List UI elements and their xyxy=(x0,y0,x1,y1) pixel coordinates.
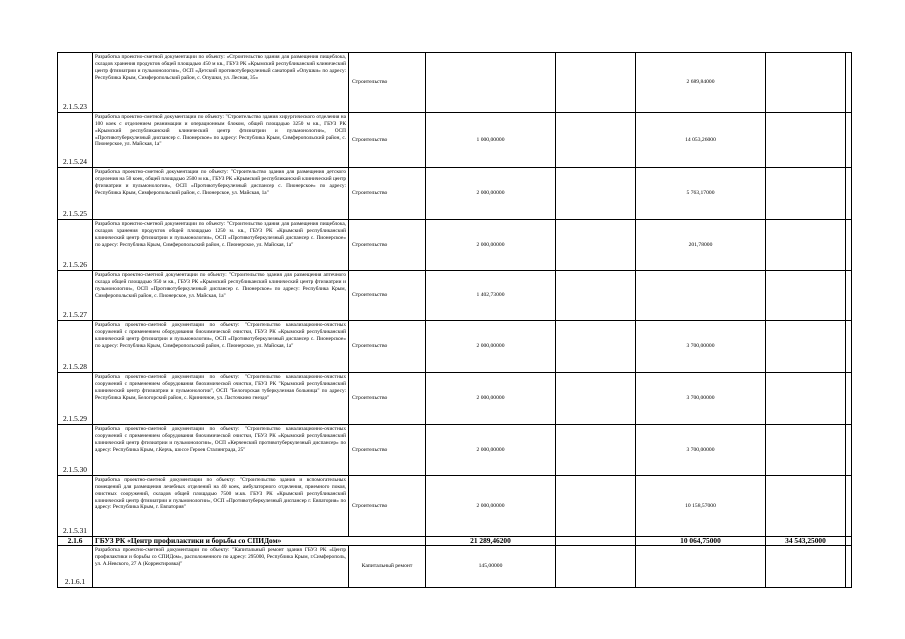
row-work-type: Строительство xyxy=(349,53,426,113)
row-code: 2.1.5.25 xyxy=(58,168,93,220)
row-code: 2.1.5.26 xyxy=(58,220,93,271)
row-work-type: Строительство xyxy=(349,476,426,537)
budget-table xyxy=(57,52,852,588)
table-row xyxy=(58,53,852,113)
row-value-3: 5 763,17000 xyxy=(636,168,766,220)
row-description: Разработка проектно-сметной документации по объекту: "Строительство здания хирургического отделения на 100 коек с отделением реанимации и операционным блоком, общей площадью 3250 м кв., ГБУЗ РК «Крымский республиканский клинический центр фтизиатрии и пульмонологии», ОСП «Противотуберкулезный диспансер с. Пионерское» по адресу: Республика Крым, Симферопольский район, с. Пионерское, ул. Майская, 1а" xyxy=(93,113,349,168)
row-value-1: 2 000,00000 xyxy=(426,425,556,476)
row-code: 2.1.5.29 xyxy=(58,373,93,425)
row-value-5 xyxy=(846,113,852,168)
section-value-3: 10 064,75000 xyxy=(636,537,766,546)
row-code: 2.1.6.1 xyxy=(58,546,93,588)
row-value-4 xyxy=(766,168,846,220)
row-value-4 xyxy=(766,321,846,373)
row-value-1: 1 402,73000 xyxy=(426,271,556,321)
row-value-3 xyxy=(636,271,766,321)
row-code: 2.1.5.24 xyxy=(58,113,93,168)
row-description: Разработка проектно-сметной документации по объекту: «Строительство здания для размещения пищеблока, складов хранения продуктов общей площадью 450 м кв., ГБУЗ РК «Крымский республиканский клинический центр фтизиатрии и пульмонологии», ОСП «Детский противотуберкулезный санаторий «Опушки» по адресу: Республика Крым, Симферопольский район, с. Опушки, ул. Лесная, 35» xyxy=(93,53,349,113)
row-value-3: 3 700,00000 xyxy=(636,373,766,425)
section-code: 2.1.6 xyxy=(58,537,93,546)
row-value-2 xyxy=(556,271,636,321)
table-row xyxy=(58,546,852,588)
row-work-type: Строительство xyxy=(349,425,426,476)
table-row xyxy=(58,373,852,425)
row-description: Разработка проектно-сметной документации по объекту: "Строительство канализационно-очистных сооружений с применением оборудования биохимической очистки, ГБУЗ РК "Крымский республиканский клинический центр фтизиатрии и пульмонологии", ОСП "Белогорская туберкулезная больница" по адресу: Республика Крым, Белогорский район, с. Криничное, ул. Ласточкино гнездо" xyxy=(93,373,349,425)
row-code: 2.1.5.23 xyxy=(58,53,93,113)
row-value-4 xyxy=(766,53,846,113)
row-value-3: 2 689,84000 xyxy=(636,53,766,113)
section-value-5 xyxy=(846,537,852,546)
row-work-type: Строительство xyxy=(349,271,426,321)
table-row xyxy=(58,113,852,168)
section-title: ГБУЗ РК «Центр профилактики и борьбы со СПИДом» xyxy=(93,537,426,546)
row-value-2 xyxy=(556,53,636,113)
table-row xyxy=(58,220,852,271)
row-description: Разработка проектно-сметной документации по объекту: "Строительство канализационно-очистных сооружений с применением оборудования биохимической очистки, ГБУЗ РК «Крымский республиканский клинический центр фтизиатрии и пульмонологии», ОСП «Противотуберкулезный диспансер с. Пионерское» по адресу: Республика Крым, Симферопольский район, с. Пионерское, ул. Майская, 1а" xyxy=(93,321,349,373)
row-value-5 xyxy=(846,168,852,220)
row-value-3: 14 053,26000 xyxy=(636,113,766,168)
row-description: Разработка проектно-сметной документации по объекту: "Строительство здания и вспомогательных помещений для размещения лечебных отделений на 40 коек, амбулаторного отделения, приемного покоя, очистных сооружений, складов общей площадью 7500 м.кв. ГБУЗ РК «Крымский республиканский клинический центр фтизиатрии и пульмонологии», ОСП «Противотуберкулезный диспансер г. Евпатория» по адресу: Республика Крым, г. Евпатория" xyxy=(93,476,349,537)
row-value-4 xyxy=(766,271,846,321)
row-work-type: Строительство xyxy=(349,113,426,168)
section-row xyxy=(58,537,852,546)
row-value-5 xyxy=(846,546,852,588)
row-work-type: Строительство xyxy=(349,220,426,271)
row-value-2 xyxy=(556,113,636,168)
row-description: Разработка проектно-сметной документации по объекту: "Строительство здания для размещения пищеблока, складов хранения продуктов общей площадью 1250 м. кв., ГБУЗ РК «Крымский республиканский клинический центр фтизиатрии и пульмонологии», ОСП «Противотуберкулезный диспансер с. Пионерское» по адресу: Республика Крым, Симферопольский район, с. Пионерское, ул. Майская, 1а" xyxy=(93,220,349,271)
row-value-3: 10 158,57000 xyxy=(636,476,766,537)
row-work-type: Строительство xyxy=(349,168,426,220)
row-value-5 xyxy=(846,271,852,321)
row-value-2 xyxy=(556,321,636,373)
row-description: Разработка проектно-сметной документации по объекту: "Строительство здания для размещения аптечного склада общей площадью 950 м кв., ГБУЗ РК «Крымский республиканский клинический центр фтизиатрии и пульмонологии», ОСП «Противотуберкулезный диспансер с. Пионерское» по адресу: Республика Крым, Симферопольский район, с. Пионерское, ул. Майская, 1а" xyxy=(93,271,349,321)
section-value-4: 34 543,25000 xyxy=(766,537,846,546)
row-value-3 xyxy=(636,546,766,588)
row-description: Разработка проектно-сметной документации по объекту: "Строительство канализационно-очистных сооружений с применением оборудования биохимической очистки, ГБУЗ РК «Крымский республиканский клинический центр фтизиатрии и пульмонологии», ОСП «Керченский противотуберкулезный диспансер» по адресу: Республика Крым, г.Керчь, шоссе Героев Сталинграда, 25" xyxy=(93,425,349,476)
row-value-1 xyxy=(426,53,556,113)
table-row xyxy=(58,271,852,321)
row-value-1: 2 000,00000 xyxy=(426,220,556,271)
row-value-2 xyxy=(556,373,636,425)
row-value-5 xyxy=(846,425,852,476)
row-value-3: 3 700,00000 xyxy=(636,425,766,476)
row-value-4 xyxy=(766,546,846,588)
row-value-1: 145,00000 xyxy=(426,546,556,588)
row-value-5 xyxy=(846,373,852,425)
row-code: 2.1.5.30 xyxy=(58,425,93,476)
row-work-type: Строительство xyxy=(349,373,426,425)
row-code: 2.1.5.31 xyxy=(58,476,93,537)
row-work-type: Строительство xyxy=(349,321,426,373)
row-code: 2.1.5.27 xyxy=(58,271,93,321)
row-work-type: Капитальный ремонт xyxy=(349,546,426,588)
row-value-1: 2 000,00000 xyxy=(426,168,556,220)
row-value-5 xyxy=(846,53,852,113)
row-value-2 xyxy=(556,476,636,537)
row-description: Разработка проектно-сметной документации по объекту: "Строительство здания для размещения детского отделения на 50 коек, общей площадью 2500 м кв., ГБУЗ РК «Крымский республиканский клинический центр фтизиатрии и пульмонологии», ОСП «Противотуберкулезный диспансер с. Пионерское» по адресу: Республика Крым, Симферопольский район, с. Пионерское, ул. Майская, 1а" xyxy=(93,168,349,220)
row-value-1: 1 000,00000 xyxy=(426,113,556,168)
table-row xyxy=(58,168,852,220)
row-value-4 xyxy=(766,476,846,537)
row-value-2 xyxy=(556,168,636,220)
table-row xyxy=(58,425,852,476)
row-value-4 xyxy=(766,373,846,425)
row-value-2 xyxy=(556,425,636,476)
section-value-1: 21 289,46200 xyxy=(426,537,556,546)
table-row xyxy=(58,321,852,373)
row-value-5 xyxy=(846,220,852,271)
row-value-1: 2 000,00000 xyxy=(426,321,556,373)
row-value-3: 3 700,00000 xyxy=(636,321,766,373)
row-value-5 xyxy=(846,321,852,373)
row-value-1: 2 000,00000 xyxy=(426,476,556,537)
row-value-4 xyxy=(766,220,846,271)
row-value-2 xyxy=(556,546,636,588)
row-description: Разработка проектно-сметной документации по объекту: "Капитальный ремонт здания ГБУЗ РК «Центр профилактики и борьбы со СПИДом», расположенного по адресу: 295000, Республика Крым, г.Симферополь, ул. А.Невского, 27 А (Корректировка)" xyxy=(93,546,349,588)
row-value-4 xyxy=(766,113,846,168)
row-value-2 xyxy=(556,220,636,271)
row-value-3: 201,78000 xyxy=(636,220,766,271)
section-value-2 xyxy=(556,537,636,546)
row-value-1: 2 000,00000 xyxy=(426,373,556,425)
row-code: 2.1.5.28 xyxy=(58,321,93,373)
row-value-5 xyxy=(846,476,852,537)
table-row xyxy=(58,476,852,537)
row-value-4 xyxy=(766,425,846,476)
